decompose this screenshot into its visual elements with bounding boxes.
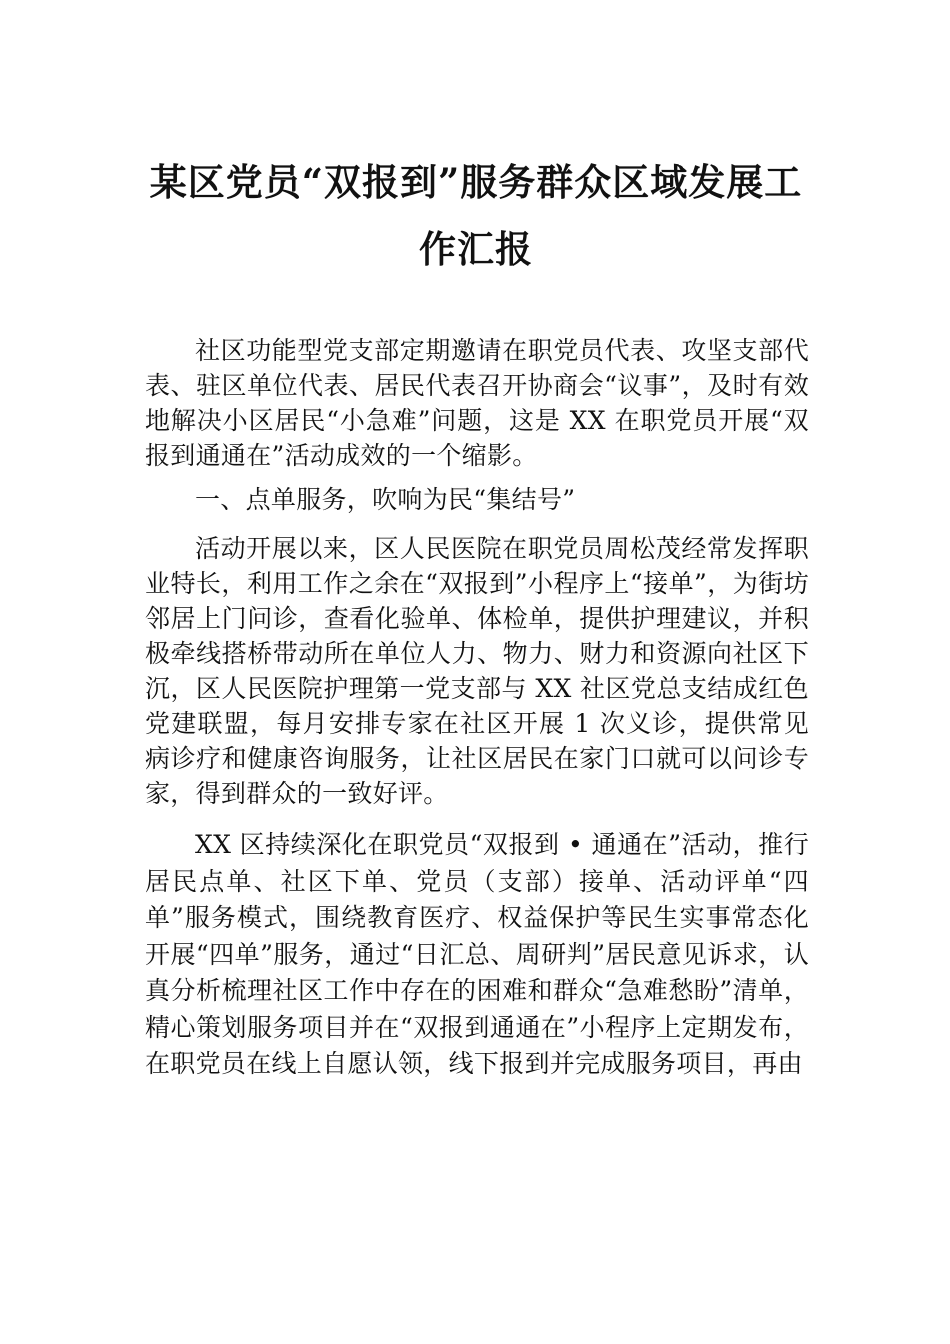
document-title-line-1: 某区党员“双报到”服务群众区域发展工 [149, 160, 803, 204]
paragraph-intro: 社区功能型党支部定期邀请在职党员代表、攻坚支部代表、驻区单位代表、居民代表召开协商会“议事”，及时有效地解决小区居民“小急难”问题，这是 XX 在职党员开展“双报到通通在”活动成效的一个缩影。 [145, 336, 809, 470]
document-title-line-2: 作汇报 [419, 227, 533, 271]
paragraph-activity: 活动开展以来，区人民医院在职党员周松茂经常发挥职业特长，利用工作之余在“双报到”小程序上“接单”，为街坊邻居上门问诊，查看化验单、体检单，提供护理建议，并积极牵线搭桥带动所在单位人力、物力、财力和资源向社区下沉，区人民医院护理第一党支部与 XX 社区党总支结成红色党建联盟，每月安排专家在社区开展 1 次义诊，提供常见病诊疗和健康咨询服务，让社区居民在家门口就可以问诊专家，得到群众的一致好评。 [145, 534, 809, 808]
document-body [145, 333, 809, 1083]
paragraph-service-model: XX 区持续深化在职党员“双报到 • 通通在”活动，推行居民点单、社区下单、党员（支部）接单、活动评单“四单”服务模式，围绕教育医疗、权益保护等民生实事常态化开展“四单”服务，通过“日汇总、周研判”居民意见诉求，认真分析梳理社区工作中存在的困难和群众“急难愁盼”清单， 精心策划服务项目并在“双报到通通在”小程序上定期发布， 在职党员在线上自愿认领，线下报到并完成服务项目，再由 [145, 830, 809, 1078]
section-heading-1: 一、点单服务，吹响为民“集结号” [195, 485, 576, 514]
